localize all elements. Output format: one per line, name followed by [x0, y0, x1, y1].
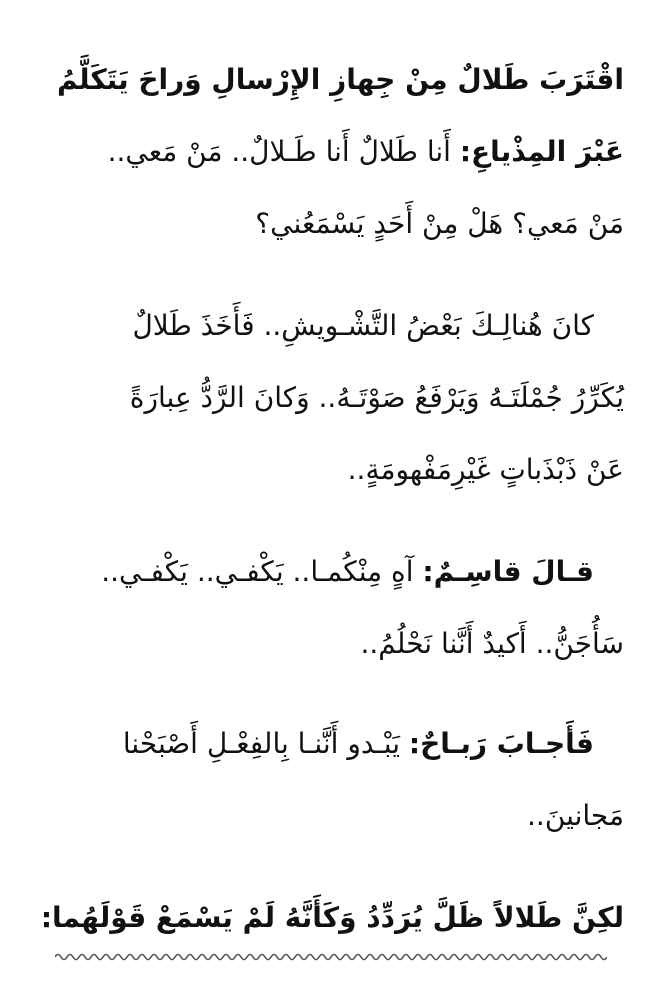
speaker-label: قـالَ قاسِـمٌ:: [422, 555, 594, 588]
bold-phrase: اقْتَرَبَ طَلالٌ مِنْ جِهازِ الإِرْسالِ وَراحَ يَتَكَلَّمُ: [57, 63, 624, 96]
text-line: [40, 536, 624, 608]
paragraph-talal-radio: [40, 44, 624, 260]
text-line: [40, 116, 624, 188]
body-text: آهٍ مِنْكُمـا.. يَكْفـي.. يَكْفـي..: [101, 555, 423, 588]
paragraph-rabah: [40, 708, 624, 852]
text-line: [40, 362, 624, 434]
text-line: [40, 188, 624, 260]
text-line: [40, 290, 624, 362]
body-text: سَأُجَنُّ.. أَكيدٌ أَنَّنا نَحْلُمُ..: [360, 627, 624, 660]
text-line: [40, 608, 624, 680]
paragraph-qasim: [40, 536, 624, 680]
body-text: مَجانينَ..: [527, 799, 624, 832]
text-line: [40, 780, 624, 852]
body-text: يَبْـدو أَنَّنـا بِالفِعْـلِ أَصْبَحْنا: [122, 727, 409, 760]
body-text: كانَ هُنالِـكَ بَعْضُ التَّشْـويشِ.. فَأَخَذَ طَلالٌ: [132, 309, 594, 342]
bold-phrase: لكِنَّ طَلالاً ظَلَّ يُرَدِّدُ وَكَأَنَّهُ لَمْ يَسْمَعْ قَوْلَهُما:: [40, 901, 624, 934]
text-line: [40, 708, 624, 780]
paragraph-static-noise: [40, 290, 624, 506]
body-text: أَنا طَلالٌ أَنا طَـلالٌ.. مَنْ مَعي..: [107, 135, 460, 168]
body-text: يُكَرِّرُ جُمْلَتَـهُ وَيَرْفَعُ صَوْتَـهُ.. وَكانَ الرَّدُّ عِبارَةً: [129, 381, 624, 414]
text-line: [40, 44, 624, 116]
wavy-divider: [55, 950, 607, 964]
speaker-label: فَأَجـابَ رَبـاحٌ:: [408, 727, 594, 760]
bold-phrase: عَبْرَ المِذْياعِ:: [459, 135, 624, 168]
body-text: عَنْ ذَبْذَباتٍ غَيْرِمَفْهومَةٍ..: [347, 453, 624, 486]
text-line: [40, 434, 624, 506]
body-text: مَنْ مَعي؟ هَلْ مِنْ أَحَدٍ يَسْمَعُني؟: [255, 207, 624, 240]
paragraph-talal-repeats: [40, 882, 624, 954]
text-line: [40, 882, 624, 954]
